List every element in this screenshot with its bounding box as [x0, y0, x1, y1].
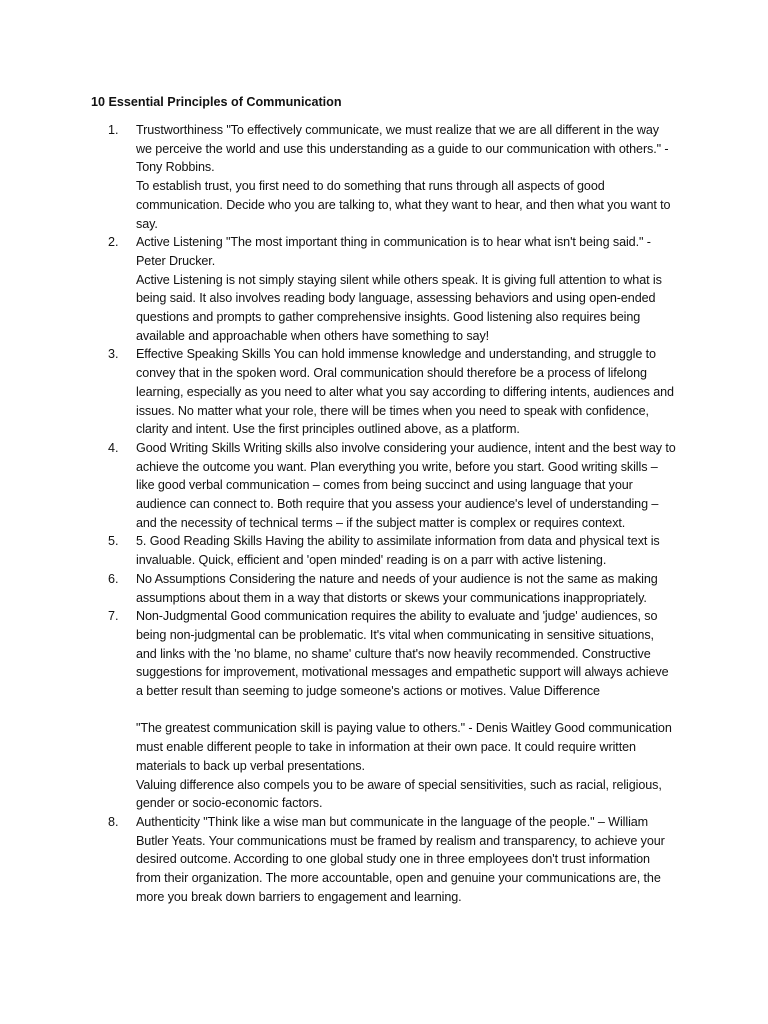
- list-item: [0, 233, 768, 345]
- item-body: [136, 121, 676, 233]
- item-paragraph: Authenticity "Think like a wise man but communicate in the language of the people." – William Butler Yeats. Your communications must be framed by realism and transparency, to achieve your desired outcome. According to one global study one in three employees don't trust information from their organization. The more accountable, open and genuine your communications are, the more you break down barriers to engagement and learning.: [136, 815, 665, 904]
- list-item: [0, 345, 768, 439]
- list-item: [0, 121, 768, 233]
- item-number: 3.: [108, 347, 119, 362]
- item-paragraph: 5. Good Reading Skills Having the ability to assimilate information from data and physical text is invaluable. Quick, efficient and 'open minded' reading is on a parr with active listening.: [136, 534, 660, 568]
- item-paragraph: Effective Speaking Skills You can hold immense knowledge and understanding, and struggle to convey that in the spoken word. Oral communication should therefore be a process of lifelong learning, especially as you need to alter what you say according to differing intents, audiences and issues. No matter what your role, there will be times when you need to speak with confidence, clarity and intent. Use the first principles outlined above, as a platform.: [136, 347, 674, 437]
- item-body: [136, 570, 676, 607]
- item-number: 6.: [108, 571, 119, 586]
- item-paragraph: Active Listening is not simply staying silent while others speak. It is giving full attention to what is being said. It also involves reading body language, assessing behaviors and using open-ended questions and prompts to gather comprehensive insights. Good listening also requires being available and approachable when others have something to say!: [136, 272, 662, 343]
- list-item: [0, 813, 768, 907]
- item-body: [136, 607, 676, 813]
- item-number: 7.: [108, 609, 119, 624]
- item-number: 2.: [108, 235, 119, 250]
- list-item: [0, 532, 768, 569]
- item-number: 5.: [108, 534, 119, 549]
- item-paragraph: Trustworthiness "To effectively communicate, we must realize that we are all different in the way we perceive the world and use this understanding as a guide to our communication with others." - Tony Robbins.: [136, 123, 669, 175]
- item-body: [136, 233, 676, 345]
- item-number: 1.: [108, 123, 119, 137]
- item-paragraph: Non-Judgmental Good communication requires the ability to evaluate and 'judge' audiences, so being non-judgmental can be problematic. It's vital when communicating in sensitive situations, and links with the 'no blame, no shame' culture that's now heavily recommended. Constructive suggestions for improvement, motivational messages and empathetic support will always achieve a better result than seeming to judge someone's actions or motives. Value Difference: [136, 609, 669, 699]
- item-body: [136, 345, 676, 439]
- item-paragraph: "The greatest communication skill is paying value to others." - Denis Waitley Good communication must enable different people to take in information at their own pace. It could require written materials to back up verbal presentations.: [136, 721, 672, 773]
- item-paragraph: Valuing difference also compels you to be aware of special sensitivities, such as racial, religious, gender or socio-economic factors.: [136, 777, 662, 811]
- item-body: [136, 439, 676, 533]
- list-item: [0, 607, 768, 813]
- item-body: [136, 532, 676, 569]
- document-title: 10 Essential Principles of Communication: [91, 95, 342, 109]
- item-paragraph: Active Listening "The most important thing in communication is to hear what isn't being said." - Peter Drucker.: [136, 235, 651, 268]
- list-item: [0, 439, 768, 533]
- list-item: [0, 570, 768, 607]
- principles-list: [0, 121, 768, 907]
- item-paragraph: Good Writing Skills Writing skills also involve considering your audience, intent and the best way to achieve the outcome you want. Plan everything you write, before you start. Good writing skills – like good verbal communication – comes from being succinct and using language that your audience can connect to. Both require that you assess your audience's level of understanding – and the necessity of technical terms – if the subject matter is complex or requires context.: [136, 440, 676, 530]
- item-paragraph: No Assumptions Considering the nature and needs of your audience is not the same as making assumptions about them in a way that distorts or skews your communications inappropriately.: [136, 571, 658, 605]
- item-number: 8.: [108, 815, 119, 829]
- item-paragraph: To establish trust, you first need to do something that runs through all aspects of good communication. Decide who you are talking to, what they want to hear, and then what you want to say.: [136, 179, 671, 231]
- item-number: 4.: [108, 440, 119, 455]
- item-body: [136, 813, 676, 907]
